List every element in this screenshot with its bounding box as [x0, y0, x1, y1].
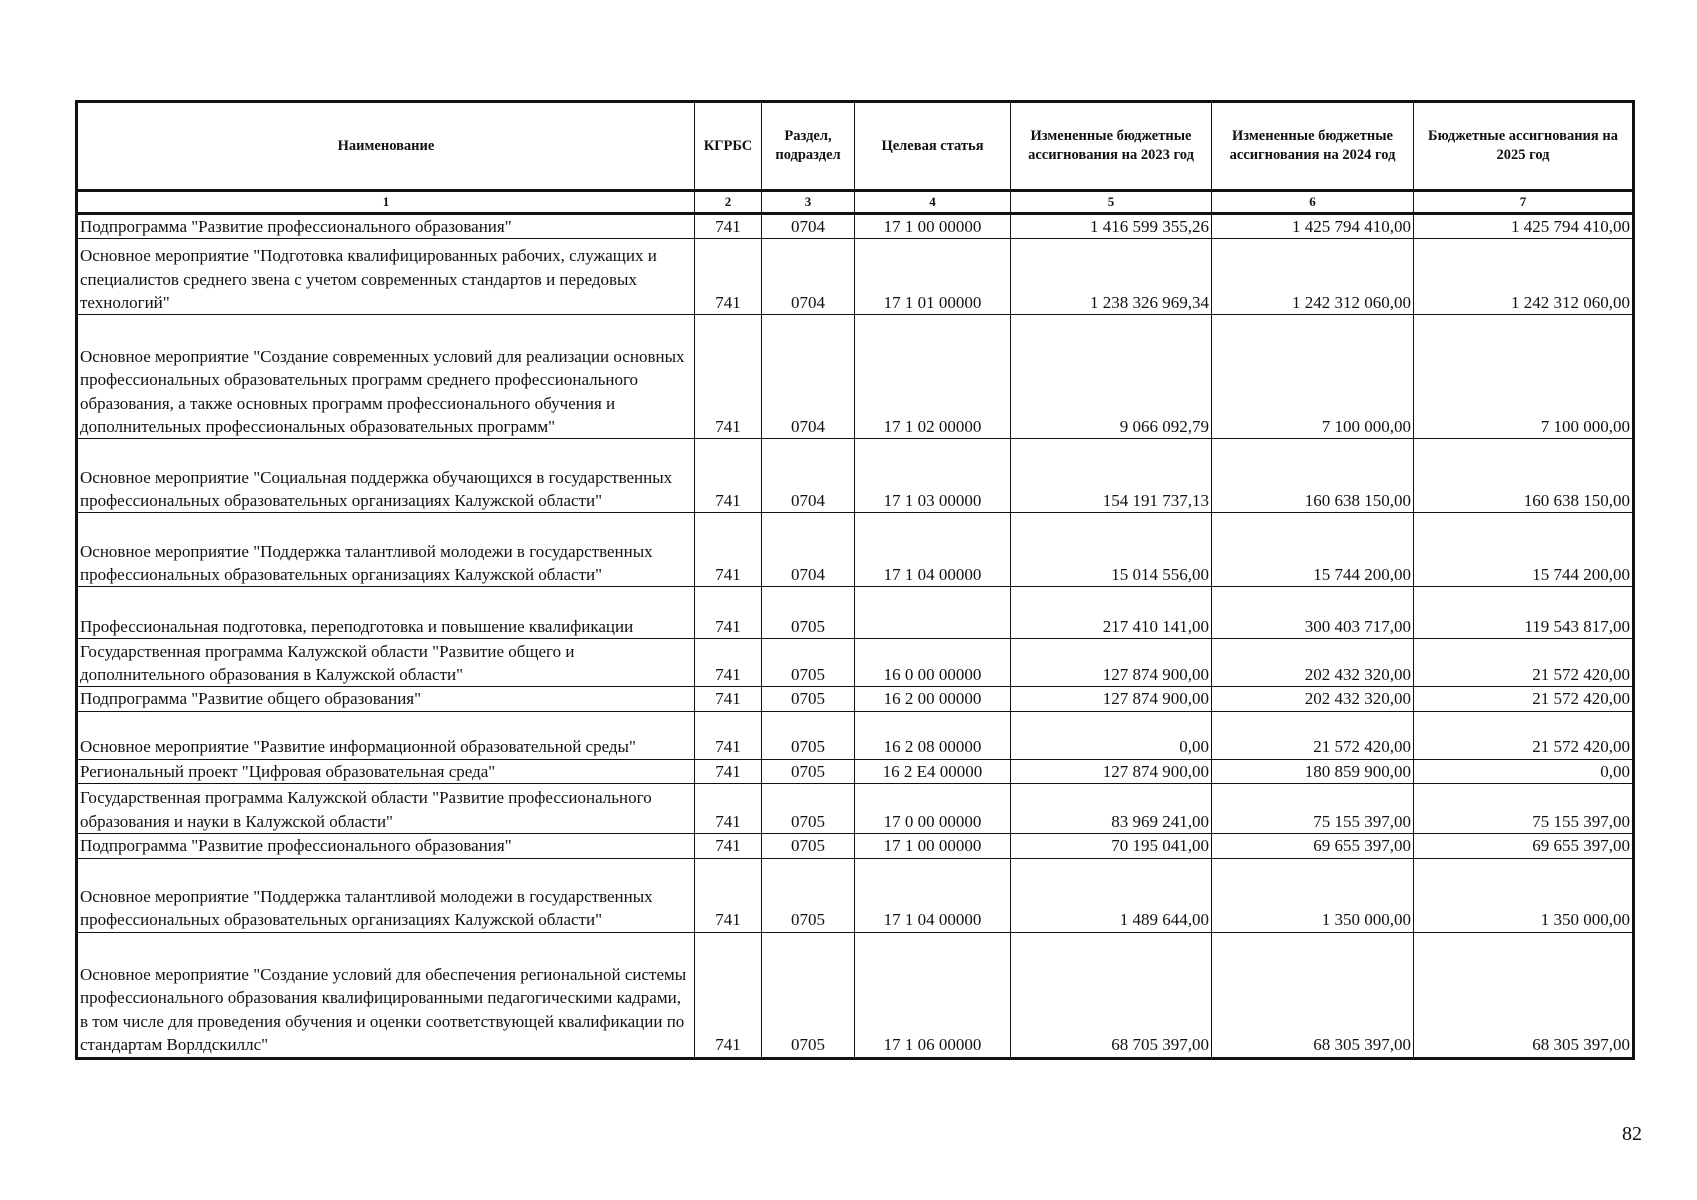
row-name: Основное мероприятие "Развитие информационной образовательной среды" — [77, 711, 695, 759]
row-target: 17 1 00 00000 — [855, 834, 1011, 858]
table-row — [77, 784, 1634, 834]
row-name: Подпрограмма "Развитие профессионального образования" — [77, 834, 695, 858]
row-section: 0705 — [762, 759, 855, 783]
row-amount-2024: 7 100 000,00 — [1212, 315, 1414, 439]
row-amount-2025: 21 572 420,00 — [1414, 711, 1634, 759]
table-row — [77, 834, 1634, 858]
row-name: Региональный проект "Цифровая образовательная среда" — [77, 759, 695, 783]
row-amount-2025: 1 425 794 410,00 — [1414, 214, 1634, 239]
budget-table — [75, 100, 1635, 1060]
row-amount-2023: 1 238 326 969,34 — [1011, 239, 1212, 315]
row-kgrbs: 741 — [695, 587, 762, 639]
row-kgrbs: 741 — [695, 759, 762, 783]
header-section: Раздел, подраздел — [762, 102, 855, 191]
table-row — [77, 587, 1634, 639]
header-2023: Измененные бюджетные ассигнования на 2023 год — [1011, 102, 1212, 191]
row-amount-2024: 21 572 420,00 — [1212, 711, 1414, 759]
table-row — [77, 315, 1634, 439]
row-name: Государственная программа Калужской области "Развитие общего и дополнительного образования в Калужской области" — [77, 639, 695, 687]
row-amount-2023: 127 874 900,00 — [1011, 759, 1212, 783]
table-row — [77, 214, 1634, 239]
column-number: 3 — [762, 191, 855, 214]
row-name: Государственная программа Калужской области "Развитие профессионального образования и науки в Калужской области" — [77, 784, 695, 834]
row-amount-2025: 75 155 397,00 — [1414, 784, 1634, 834]
row-amount-2023: 9 066 092,79 — [1011, 315, 1212, 439]
column-number: 2 — [695, 191, 762, 214]
row-kgrbs: 741 — [695, 513, 762, 587]
row-amount-2025: 7 100 000,00 — [1414, 315, 1634, 439]
row-kgrbs: 741 — [695, 834, 762, 858]
row-amount-2024: 300 403 717,00 — [1212, 587, 1414, 639]
table-row — [77, 687, 1634, 711]
column-number: 4 — [855, 191, 1011, 214]
row-target: 16 2 E4 00000 — [855, 759, 1011, 783]
row-section: 0704 — [762, 315, 855, 439]
row-amount-2023: 1 416 599 355,26 — [1011, 214, 1212, 239]
row-section: 0705 — [762, 834, 855, 858]
row-name: Основное мероприятие "Поддержка талантливой молодежи в государственных профессиональных образовательных организациях Калужской области" — [77, 858, 695, 932]
row-amount-2023: 127 874 900,00 — [1011, 639, 1212, 687]
row-target: 17 1 04 00000 — [855, 513, 1011, 587]
row-amount-2025: 21 572 420,00 — [1414, 639, 1634, 687]
row-section: 0705 — [762, 932, 855, 1058]
row-target: 17 1 02 00000 — [855, 315, 1011, 439]
row-target — [855, 587, 1011, 639]
row-name: Профессиональная подготовка, переподготовка и повышение квалификации — [77, 587, 695, 639]
row-amount-2025: 69 655 397,00 — [1414, 834, 1634, 858]
row-target: 16 2 00 00000 — [855, 687, 1011, 711]
row-amount-2024: 202 432 320,00 — [1212, 687, 1414, 711]
row-amount-2024: 69 655 397,00 — [1212, 834, 1414, 858]
row-name: Основное мероприятие "Социальная поддержка обучающихся в государственных профессиональных образовательных организациях Калужской области" — [77, 439, 695, 513]
row-target: 16 0 00 00000 — [855, 639, 1011, 687]
row-target: 17 1 03 00000 — [855, 439, 1011, 513]
row-amount-2023: 127 874 900,00 — [1011, 687, 1212, 711]
row-kgrbs: 741 — [695, 784, 762, 834]
row-amount-2023: 15 014 556,00 — [1011, 513, 1212, 587]
header-kgrbs: КГРБС — [695, 102, 762, 191]
header-target: Целевая статья — [855, 102, 1011, 191]
column-number: 1 — [77, 191, 695, 214]
row-amount-2023: 217 410 141,00 — [1011, 587, 1212, 639]
row-section: 0704 — [762, 439, 855, 513]
row-amount-2024: 1 425 794 410,00 — [1212, 214, 1414, 239]
row-amount-2024: 180 859 900,00 — [1212, 759, 1414, 783]
column-number: 5 — [1011, 191, 1212, 214]
row-section: 0704 — [762, 513, 855, 587]
row-amount-2023: 1 489 644,00 — [1011, 858, 1212, 932]
table-row — [77, 711, 1634, 759]
table-row — [77, 513, 1634, 587]
row-kgrbs: 741 — [695, 214, 762, 239]
row-target: 16 2 08 00000 — [855, 711, 1011, 759]
table-row — [77, 239, 1634, 315]
row-amount-2025: 68 305 397,00 — [1414, 932, 1634, 1058]
row-target: 17 1 00 00000 — [855, 214, 1011, 239]
row-name: Подпрограмма "Развитие профессионального образования" — [77, 214, 695, 239]
row-kgrbs: 741 — [695, 858, 762, 932]
row-name: Основное мероприятие "Поддержка талантливой молодежи в государственных профессиональных образовательных организациях Калужской области" — [77, 513, 695, 587]
row-section: 0705 — [762, 587, 855, 639]
row-section: 0705 — [762, 784, 855, 834]
row-kgrbs: 741 — [695, 639, 762, 687]
row-amount-2025: 0,00 — [1414, 759, 1634, 783]
row-amount-2024: 68 305 397,00 — [1212, 932, 1414, 1058]
table-row — [77, 858, 1634, 932]
header-2024: Измененные бюджетные ассигнования на 2024 год — [1212, 102, 1414, 191]
table-header-row — [77, 102, 1634, 191]
row-section: 0704 — [762, 239, 855, 315]
row-section: 0705 — [762, 858, 855, 932]
row-kgrbs: 741 — [695, 439, 762, 513]
row-amount-2025: 1 350 000,00 — [1414, 858, 1634, 932]
row-target: 17 1 01 00000 — [855, 239, 1011, 315]
column-number-row — [77, 191, 1634, 214]
column-number: 6 — [1212, 191, 1414, 214]
row-kgrbs: 741 — [695, 239, 762, 315]
row-amount-2024: 202 432 320,00 — [1212, 639, 1414, 687]
row-section: 0705 — [762, 639, 855, 687]
row-amount-2025: 119 543 817,00 — [1414, 587, 1634, 639]
row-amount-2025: 160 638 150,00 — [1414, 439, 1634, 513]
row-kgrbs: 741 — [695, 315, 762, 439]
row-amount-2023: 83 969 241,00 — [1011, 784, 1212, 834]
row-name: Подпрограмма "Развитие общего образования" — [77, 687, 695, 711]
header-name: Наименование — [77, 102, 695, 191]
table-row — [77, 439, 1634, 513]
row-amount-2024: 1 242 312 060,00 — [1212, 239, 1414, 315]
row-target: 17 0 00 00000 — [855, 784, 1011, 834]
row-name: Основное мероприятие "Создание современных условий для реализации основных профессиональных образовательных программ среднего профессионального образования, а также основных программ профессионального обучения и дополнительных профессиональных образовательных программ" — [77, 315, 695, 439]
row-amount-2024: 75 155 397,00 — [1212, 784, 1414, 834]
header-2025: Бюджетные ассигнования на 2025 год — [1414, 102, 1634, 191]
row-kgrbs: 741 — [695, 687, 762, 711]
table-row — [77, 639, 1634, 687]
row-amount-2023: 70 195 041,00 — [1011, 834, 1212, 858]
row-kgrbs: 741 — [695, 932, 762, 1058]
row-kgrbs: 741 — [695, 711, 762, 759]
row-name: Основное мероприятие "Подготовка квалифицированных рабочих, служащих и специалистов среднего звена с учетом современных стандартов и передовых технологий" — [77, 239, 695, 315]
row-amount-2023: 0,00 — [1011, 711, 1212, 759]
row-name: Основное мероприятие "Создание условий для обеспечения региональной системы профессионального образования квалифицированными педагогическими кадрами, в том числе для проведения обучения и оценки соответствующей квалификации по стандартам Ворлдскиллс" — [77, 932, 695, 1058]
column-number: 7 — [1414, 191, 1634, 214]
row-section: 0705 — [762, 711, 855, 759]
row-amount-2025: 1 242 312 060,00 — [1414, 239, 1634, 315]
row-amount-2024: 160 638 150,00 — [1212, 439, 1414, 513]
row-target: 17 1 04 00000 — [855, 858, 1011, 932]
table-body — [77, 214, 1634, 1059]
table-row — [77, 759, 1634, 783]
table-row — [77, 932, 1634, 1058]
row-amount-2024: 15 744 200,00 — [1212, 513, 1414, 587]
row-amount-2024: 1 350 000,00 — [1212, 858, 1414, 932]
row-amount-2025: 21 572 420,00 — [1414, 687, 1634, 711]
row-amount-2023: 68 705 397,00 — [1011, 932, 1212, 1058]
row-section: 0705 — [762, 687, 855, 711]
row-amount-2023: 154 191 737,13 — [1011, 439, 1212, 513]
row-section: 0704 — [762, 214, 855, 239]
row-target: 17 1 06 00000 — [855, 932, 1011, 1058]
row-amount-2025: 15 744 200,00 — [1414, 513, 1634, 587]
page-number: 82 — [1622, 1123, 1642, 1145]
